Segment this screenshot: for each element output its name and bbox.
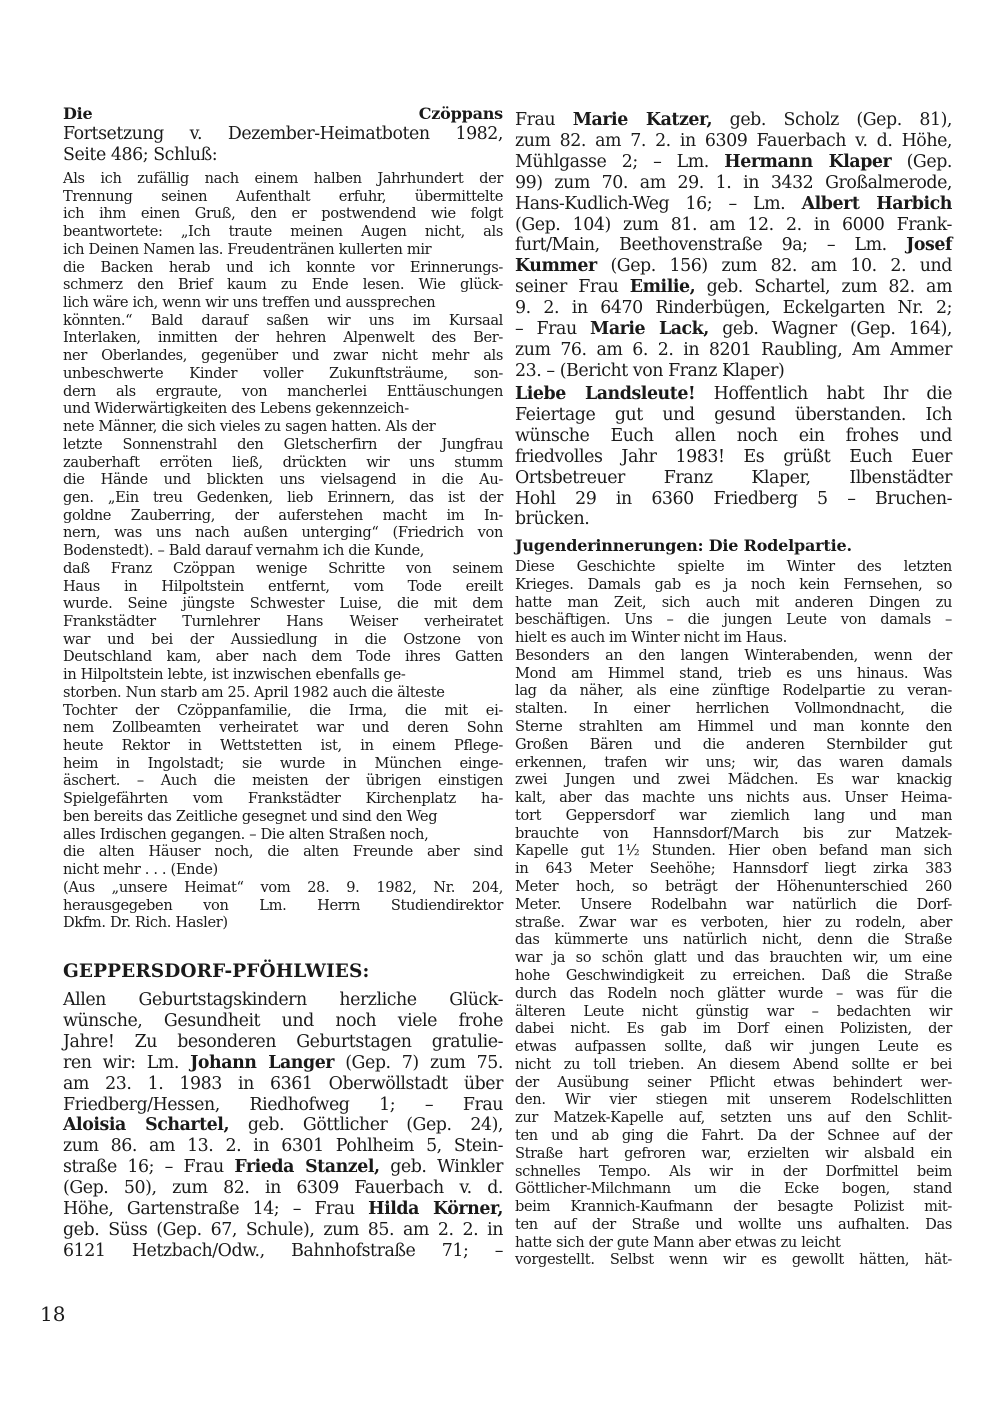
text-line: Haus in Hilpoltstein entfernt, vom Tode ereilt [63, 577, 503, 595]
text-line: lich wäre ich, wenn wir uns treffen und aussprechen [63, 294, 436, 312]
text-line: durch das Rodeln noch glätter wurde – was für die [515, 984, 952, 1002]
text-run: am 23. 1. 1983 in 6361 Oberwöllstadt über [63, 1073, 503, 1094]
text-line [63, 1220, 503, 1241]
text-run: zum 82. am 7. 2. in 6309 Fauerbach v. d. Höhe, [515, 130, 952, 151]
text-run: Hans-Kudlich-Weg 16; – Lm. [515, 193, 802, 214]
article-title-rodelpartie: Jugenderinnerungen: Die Rodelpartie. [515, 536, 852, 555]
text-line: gen. „Ein treu Gedenken, lieb Erinnern, das ist der [63, 488, 503, 506]
text-line [63, 1157, 503, 1178]
text-line: Seite 486; Schluß: [63, 145, 218, 165]
text-run: geb. Süss (Gep. 67, Schule), zum 85. am 2. 2. in [63, 1219, 503, 1240]
text-line: dabei nicht. Es gab im Dorf einen Polizisten, der [515, 1020, 952, 1038]
text-line [515, 319, 952, 340]
text-line [515, 152, 952, 173]
text-line: stalten. In einer herrlichen Vollmondnacht, die [515, 700, 952, 718]
text-run: zum 86. am 13. 2. in 6301 Pohlheim 5, Stein- [63, 1136, 503, 1157]
text-line: storben. Nun starb am 25. April 1982 auch die älteste [63, 683, 445, 701]
text-line: Kapelle gut 1½ Stunden. Hier oben befand man sich [515, 842, 952, 860]
name-highlight: Hermann Klaper [724, 151, 892, 172]
text-line: kalt, aber das machte uns nichts aus. Unser Heima- [515, 789, 952, 807]
text-line: hatte man Zeit, sich auch mit anderen Dingen zu [515, 593, 952, 611]
text-line: den. Wir vier stiegen mit unserem Rodelschlitten [515, 1091, 952, 1109]
text-line [515, 215, 952, 236]
text-line: in 643 Meter Seehöhe; Hannsdorf liegt zirka 383 [515, 860, 952, 878]
section-heading-geppersdorf: GEPPERSDORF-PFÖHLWIES: [63, 961, 370, 982]
text-line: hielt es auch im Winter nicht im Haus. [515, 629, 787, 647]
name-highlight: Frieda Stanzel, [234, 1157, 380, 1178]
text-line: und Widerwärtigkeiten des Lebens gekennzeich- [63, 400, 409, 418]
text-line: beschäftigen. Uns – die jungen Leute von damals – [515, 611, 952, 629]
text-run: (Gep. [891, 151, 952, 172]
text-run: 23. – (Bericht von Franz Klaper) [515, 360, 785, 381]
text-line [515, 447, 952, 468]
text-line [515, 361, 952, 382]
text-line: nicht mehr . . . (Ende) [63, 861, 218, 879]
text-run: Allen Geburtstagskindern herzliche Glück- [63, 990, 503, 1010]
text-line: schmerz den Brief kaum zu Ende lesen. Wie glück- [63, 276, 503, 294]
text-line [515, 235, 952, 256]
text-line: wurde. Seine jüngste Schwester Luise, die mit dem [63, 595, 503, 613]
text-run: (Gep. 156) zum 82. am 10. 2. und [596, 256, 952, 277]
text-run: Frau [515, 110, 573, 130]
text-run: 6121 Hetzbach/Odw., Bahnhofstraße 71; – [63, 1240, 503, 1261]
text-line: beim Krannich-Kaufmann der besagte Polizist mit- [515, 1198, 952, 1216]
text-line: die Hände und blickten uns vielsagend in die Au- [63, 471, 503, 489]
text-line: Mond am Himmel stand, trieb es uns hinaus. Was [515, 664, 952, 682]
text-run: Feiertage gut und gesund überstanden. Ich [515, 404, 952, 425]
text-line [63, 990, 503, 1011]
text-run: friedvolles Jahr 1983! Es grüßt Euch Euer [515, 446, 952, 467]
text-line: nicht zu toll trieben. An diesem Abend sollte er bei [515, 1055, 952, 1073]
text-line: zur Matzek-Kapelle auf, setzten uns auf den Schlit- [515, 1109, 952, 1127]
text-line [515, 194, 952, 215]
name-highlight: Albert Harbich [801, 193, 953, 214]
text-line: hohe Geschwindigkeit zu erreichen. Daß die Straße [515, 966, 952, 984]
text-line: der Ausübung seiner Pflicht etwas behindert wer- [515, 1073, 952, 1091]
text-line: herausgegeben von Lm. Herrn Studiendirektor [63, 896, 503, 914]
name-highlight: Marie Katzer, [572, 110, 713, 130]
text-line: beantwortete: „Ich traute meinen Augen nicht, als [63, 223, 503, 241]
text-run: Mühlgasse 2; – Lm. [515, 151, 725, 172]
text-line [63, 1095, 503, 1116]
name-highlight: Liebe Landsleute! [515, 384, 696, 404]
text-run: (Gep. 50), zum 82. in 6309 Fauerbach v. d. [63, 1178, 503, 1199]
text-run: 99) zum 70. am 29. 1. in 3432 Großalmerode, [515, 172, 952, 193]
text-line: die Backen herab und ich konnte vor Erinnerungs- [63, 258, 503, 276]
text-line: Fortsetzung v. Dezember-Heimatboten 1982, [63, 124, 503, 144]
text-line: (Aus „unsere Heimat“ vom 28. 9. 1982, Nr. 204, [63, 878, 503, 896]
text-line: goldne Zauberring, der auferstehen macht im In- [63, 506, 503, 524]
text-line: Meter. Unsere Rodelbahn war natürlich die Dorf- [515, 895, 952, 913]
text-line [515, 298, 952, 319]
text-run: geb. Winkler [379, 1157, 504, 1178]
name-highlight: Hilda Körner, [368, 1199, 504, 1219]
text-line: Frankstädter Turnlehrer Hans Weiser verheiratet [63, 613, 503, 630]
text-run: Ortsbetreuer Franz Klaper, Ilbenstädter [515, 467, 952, 488]
text-line: ner Oberlandes, gegenüber und zwar nicht mehr als [63, 347, 503, 365]
article-title-czoeppans: Die Czöppans [63, 104, 503, 123]
text-line: äschert. – Auch die meisten der übrigen einstigen [63, 772, 503, 790]
text-line: tort Geppersdorf war ziemlich lang und man [515, 806, 952, 824]
text-line [63, 1011, 503, 1032]
text-line [515, 256, 952, 277]
page-number: 18 [40, 1302, 66, 1326]
text-run: Hohl 29 in 6360 Friedberg 5 – Bruchen- [515, 488, 952, 509]
text-line: war ja so schön glatt und das brauchten wir, um eine [515, 949, 952, 967]
text-line: ten auf der Straße und wollte uns aufhalten. Das [515, 1215, 952, 1233]
text-line: hatte sich der gute Mann aber etwas zu leicht [515, 1233, 841, 1251]
text-line: Als ich zufällig nach einem halben Jahrhundert der [63, 170, 503, 187]
text-line [515, 277, 952, 298]
text-line: zauberhaft erröten ließ, drückten wir uns stumm [63, 453, 503, 471]
text-line: das kümmerte uns natürlich nicht, denn die Straße [515, 931, 952, 949]
name-highlight: Marie Lack, [590, 319, 709, 339]
text-line: dern als ergraute, von mancherlei Enttäuschungen [63, 382, 503, 400]
text-run: wünsche Euch allen noch ein frohes und [515, 425, 952, 446]
text-line: erkennen, trafen wir uns; wir, das waren damals [515, 753, 952, 771]
name-highlight: Aloisia Schartel, [63, 1115, 230, 1136]
text-line: unbeschwerte Kinder voller Zukunftsträume, son- [63, 364, 503, 382]
text-line: die alten Häuser noch, die alten Freunde aber sind [63, 843, 503, 861]
text-run: Jahre! Zu besonderen Geburtstagen gratulie- [63, 1031, 503, 1052]
text-run: 9. 2. in 6470 Rinderbügen, Eckelgarten Nr. 2; [515, 298, 952, 319]
text-line [515, 468, 952, 489]
text-line [63, 1241, 503, 1262]
text-run: geb. Schartel, zum 82. am [695, 277, 952, 298]
text-run: Hoffentlich habt Ihr die [695, 384, 952, 404]
text-line: Deutschland kam, aber nach dem Tode ihres Gatten [63, 648, 503, 666]
name-highlight: Emilie, [629, 277, 696, 298]
text-line: Diese Geschichte spielte im Winter des letzten [515, 558, 952, 575]
text-line [515, 384, 952, 405]
text-line: Sterne strahlten am Himmel und man konnte den [515, 718, 952, 736]
text-line [515, 173, 952, 194]
text-line: nem Zollbeamten verheiratet war und deren Sohn [63, 719, 503, 737]
text-line: zwei Jungen und zwei Mädchen. Es war knackig [515, 771, 952, 789]
text-line: ben bereits das Zeitliche gesegnet und sind den Weg [63, 807, 438, 825]
text-line: ich ihm einen Gruß, den er postwendend wie folgt [63, 205, 503, 223]
text-line: in Hilpoltstein lebte, ist inzwischen ebenfalls ge- [63, 666, 406, 684]
text-line [515, 110, 952, 131]
text-line [515, 426, 952, 447]
text-line: nete Männer, die sich vieles zu sagen hatten. Als der [63, 418, 436, 436]
text-run: Höhe, Gartenstraße 14; – Frau [63, 1199, 369, 1219]
text-line: nern, was uns nach außen unterging“ (Friedrich von [63, 524, 503, 542]
text-line [63, 1115, 503, 1136]
text-line: schnelles Tempo. Als wir in der Dorfmittel beim [515, 1162, 952, 1180]
text-line: heute Rektor in Wettstetten ist, in einem Pflege- [63, 737, 503, 755]
text-run: straße 16; – Frau [63, 1157, 235, 1178]
text-run: zum 76. am 6. 2. in 8201 Raubling, Am Ammer [515, 339, 952, 360]
text-line: Trennung seinen Aufenthalt erfuhr, übermittelte [63, 187, 503, 205]
text-line: Straße hart gefroren war, erzielten wir alsbald ein [515, 1144, 952, 1162]
name-highlight: Josef [906, 235, 952, 256]
text-line: älteren Leute nicht günstig war – bedachten wir [515, 1002, 952, 1020]
text-line: letzte Sonnenstrahl den Gletscherfirn der Jungfrau [63, 435, 503, 453]
text-line [63, 1053, 503, 1074]
text-line: alles Irdischen gegangen. – Die alten Straßen noch, [63, 825, 429, 843]
text-line: Besonders an den langen Winterabenden, wenn der [515, 646, 952, 664]
text-line [515, 340, 952, 361]
text-run: geb. Wagner (Gep. 164), [708, 319, 952, 339]
text-run: seiner Frau [515, 277, 630, 298]
text-run: – Frau [515, 319, 591, 339]
text-line [63, 1074, 503, 1095]
text-line [515, 489, 952, 510]
text-line: Göttlicher-Milchmann um die Ecke bogen, stand [515, 1180, 952, 1198]
text-line: war und bei der Aussiedlung in die Ostzone von [63, 630, 503, 648]
text-line: brauchte von Hannsdorf/March bis zur Matzek- [515, 824, 952, 842]
name-highlight: Johann Langer [190, 1052, 335, 1073]
text-line [63, 1199, 503, 1220]
text-run: furt/Main, Beethovenstraße 9a; – Lm. [515, 235, 907, 256]
text-run: (Gep. 104) zum 81. am 12. 2. in 6000 Frank- [515, 214, 952, 235]
text-line: könnten.“ Bald darauf saßen wir uns im Kursaal [63, 311, 503, 329]
text-line: daß Franz Czöppan wenige Schritte von seinem [63, 559, 503, 577]
text-line: Meter hoch, so beträgt der Höhenunterschied 260 [515, 878, 952, 896]
text-line [515, 131, 952, 152]
text-run: wünsche, Gesundheit und noch viele frohe [63, 1010, 503, 1031]
text-run: Friedberg/Hessen, Riedhofweg 1; – Frau [63, 1094, 503, 1115]
text-run: brücken. [515, 509, 590, 530]
text-line: etwas aufpassen sollte, daß wir jungen Leute es [515, 1038, 952, 1056]
name-highlight: Kummer [515, 256, 597, 277]
text-line: Dkfm. Dr. Rich. Hasler) [63, 914, 228, 932]
text-line: Bodenstedt). – Bald darauf vernahm ich die Kunde, [63, 542, 425, 560]
text-line: heim in Ingolstadt; sie wurde in München einge- [63, 754, 503, 772]
text-line [63, 1032, 503, 1053]
text-line: Tochter der Czöppanfamilie, die Irma, die mit ei- [63, 701, 503, 719]
text-line: Großen Bären und die anderen Sternbilder gut [515, 735, 952, 753]
text-line: vorgestellt. Selbst wenn wir es gewollt hätten, hät- [515, 1251, 952, 1269]
text-line: Krieges. Damals gab es ja noch kein Fernsehen, so [515, 575, 952, 593]
text-line [515, 509, 952, 530]
text-line: Spielgefährten vom Frankstädter Kirchenplatz ha- [63, 790, 503, 808]
text-line [515, 405, 952, 426]
text-line: straße. Zwar war es verboten, hier zu rodeln, aber [515, 913, 952, 931]
text-run: geb. Scholz (Gep. 81), [712, 110, 952, 130]
text-line: ten und ab ging die Fahrt. Da der Schnee auf der [515, 1126, 952, 1144]
text-line: Interlaken, inmitten der hehren Alpenwelt des Ber- [63, 329, 503, 347]
text-line [63, 1136, 503, 1157]
text-run: (Gep. 7) zum 75. [334, 1052, 503, 1073]
text-run: ren wir: Lm. [63, 1052, 191, 1073]
text-line [63, 1178, 503, 1199]
text-line: lag da näher, als eine zünftige Rodelpartie zu veran- [515, 682, 952, 700]
text-line: ich Deinen Namen las. Freudentränen kullerten mir [63, 240, 432, 258]
text-run: geb. Göttlicher (Gep. 24), [229, 1115, 503, 1136]
